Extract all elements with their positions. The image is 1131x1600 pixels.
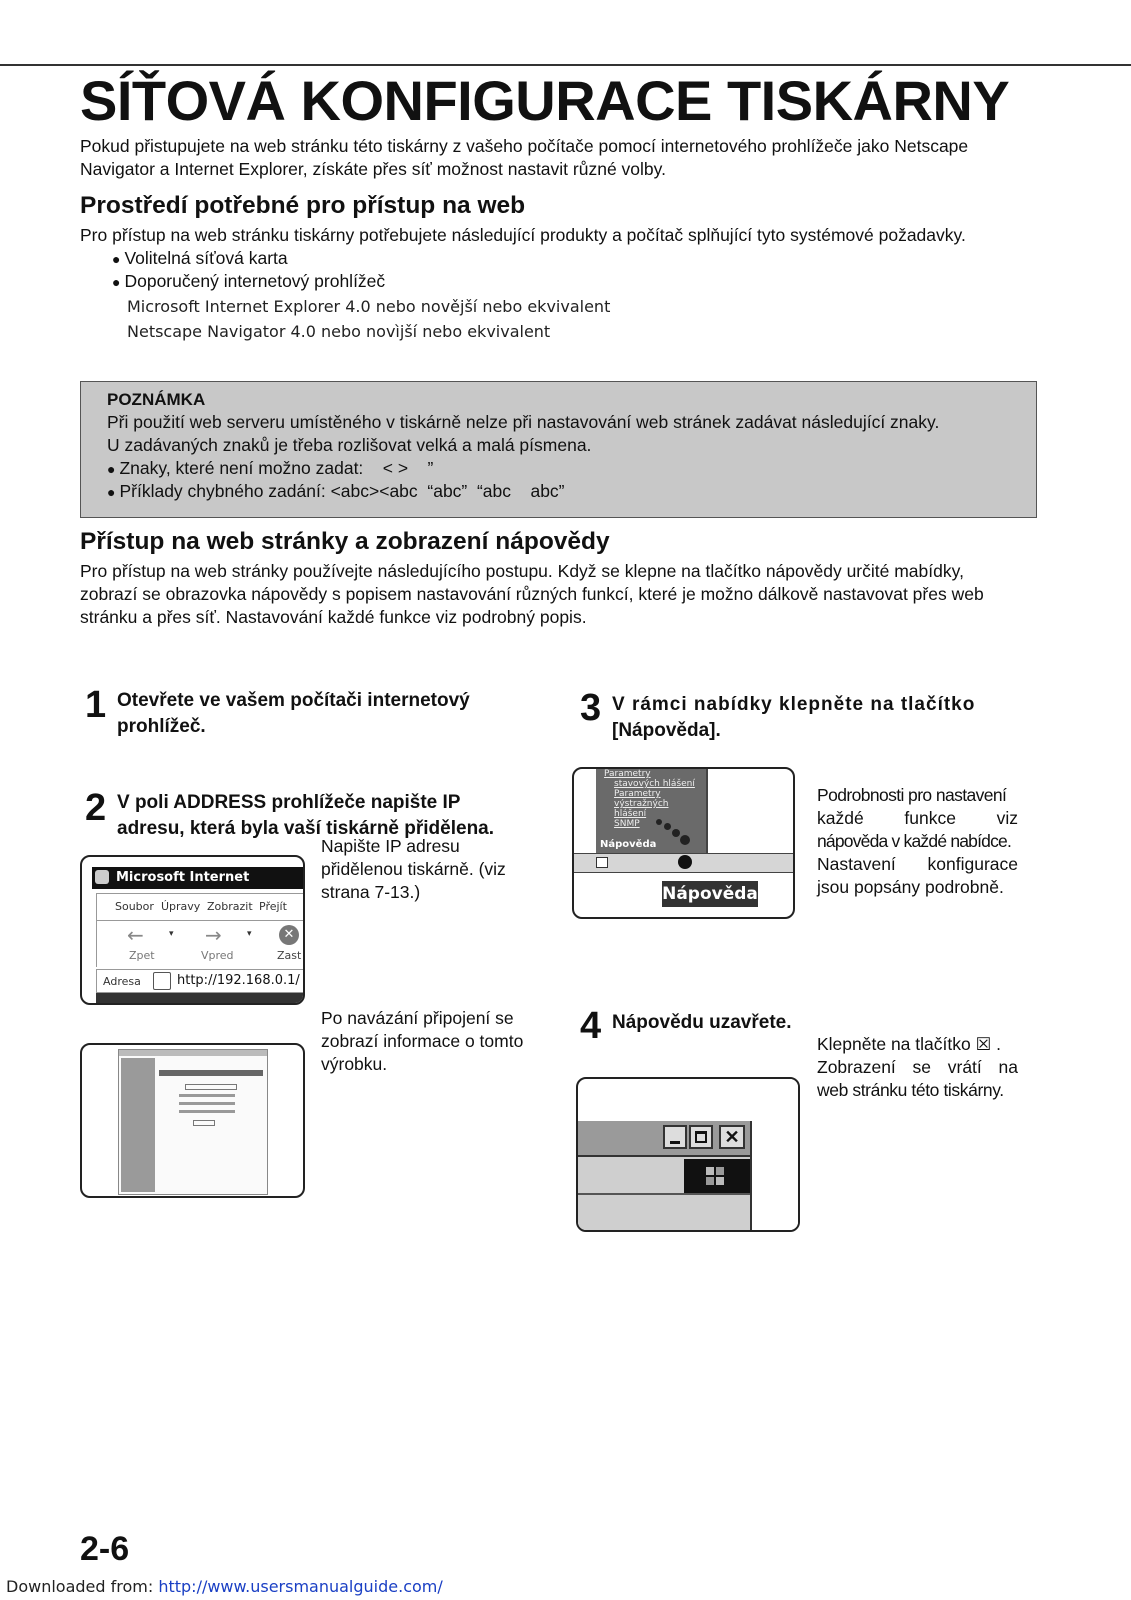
window-body xyxy=(578,1195,752,1232)
thumbnail-line xyxy=(179,1094,235,1097)
thumbnail-sidebar xyxy=(121,1058,155,1192)
help-button[interactable]: Nápověda xyxy=(662,881,758,907)
step-2-side-line-3: strana 7-13.) xyxy=(321,882,421,902)
note-bullet-1: ● Znaky, které není možno zadat: < > ” xyxy=(107,457,433,481)
logo-pane xyxy=(706,1177,714,1185)
bullet-network-card: ● Volitelná síťová karta xyxy=(112,247,288,271)
footer-prefix: Downloaded from: xyxy=(6,1577,159,1596)
footer xyxy=(6,1577,443,1596)
note-box xyxy=(80,381,1037,518)
step-4-number: 4 xyxy=(580,1005,602,1047)
help-menu-item[interactable]: Parametry xyxy=(614,789,661,799)
requirements-text: Pro přístup na web stránku tiskárny potřebujete následující produkty a počítač splňující tyto systémové požadavky. xyxy=(80,225,966,245)
webpage-screenshot xyxy=(80,1043,305,1198)
maximize-icon[interactable] xyxy=(689,1125,713,1149)
step-3-side-line-1: Podrobnosti pro nastavení xyxy=(817,785,1007,805)
step-2-number: 2 xyxy=(85,787,107,829)
thumbnail-line xyxy=(179,1102,235,1105)
bullet-browser: ● Doporučený internetový prohlížeč xyxy=(112,270,385,294)
footer-link[interactable]: http://www.usersmanualguide.com/ xyxy=(158,1577,443,1596)
step-4-line-1: Nápovědu uzavřete. xyxy=(612,1012,792,1033)
forward-arrow-icon[interactable]: → xyxy=(205,923,222,947)
menu-zobrazit[interactable]: Zobrazit xyxy=(207,900,253,913)
logo-pane xyxy=(716,1167,724,1175)
window-edge xyxy=(750,1121,752,1232)
window-controls-screenshot xyxy=(576,1077,800,1232)
step-4-side-line-2: Zobrazení se vrátí na xyxy=(817,1057,1018,1077)
pointer-dot xyxy=(672,829,680,837)
minimize-bar xyxy=(670,1141,680,1144)
thumbnail-line xyxy=(179,1110,235,1113)
page-title: SÍŤOVÁ KONFIGURACE TISKÁRNY xyxy=(80,69,1010,132)
thumbnail-box xyxy=(185,1084,237,1090)
note-line-1: Při použití web serveru umístěného v tiskárně nelze při nastavování web stránek zadávat následující znaky. xyxy=(107,412,940,432)
help-divider xyxy=(706,769,708,853)
step-1-number: 1 xyxy=(85,684,107,726)
step-3-number: 3 xyxy=(580,687,602,729)
access-line-1: Pro přístup na web stránky používejte následujícího postupu. Když se klepne na tlačítko nápovědy určité mabídky, xyxy=(80,561,964,581)
windows-logo-icon xyxy=(684,1159,750,1193)
step-2-line-2: adresu, která byla vaší tiskárně přidělena. xyxy=(117,818,495,839)
step-3-side-line-5: jsou popsány podrobně. xyxy=(817,877,1004,897)
step-2-side-line-2: přidělenou tiskárně. (viz xyxy=(321,859,506,879)
step-1-line-2: prohlížeč. xyxy=(117,716,206,737)
browser-titlebar xyxy=(92,867,305,889)
address-bar xyxy=(96,969,305,993)
page-icon xyxy=(153,972,171,990)
pointer-dot xyxy=(678,855,692,869)
page-number: 2-6 xyxy=(80,1530,130,1568)
browser-menubar xyxy=(96,893,305,921)
browser-content-strip xyxy=(96,993,305,1005)
step-4-side-line-1: Klepněte na tlačítko ☒ . xyxy=(817,1034,1001,1054)
note-bullet-2: ● Příklady chybného zadání: <abc><abc “abc” “abc abc” xyxy=(107,480,565,504)
logo-pane xyxy=(716,1177,724,1185)
pointer-dot xyxy=(664,823,671,830)
step-3-side-line-3: nápověda v každé nabídce. xyxy=(817,831,1012,851)
help-screenshot xyxy=(572,767,795,919)
address-label: Adresa xyxy=(103,975,141,988)
window-side-area xyxy=(752,1079,800,1232)
webpage-thumbnail xyxy=(118,1049,268,1195)
access-line-3: stránku a přes síť. Nastavování každé funkce viz podrobný popis. xyxy=(80,607,587,627)
note-label: POZNÁMKA xyxy=(107,390,206,409)
step-3-side-line-4: Nastavení konfigurace xyxy=(817,854,1018,874)
browser-netscape: Netscape Navigator 4.0 nebo novìjší nebo ekvivalent xyxy=(127,322,551,341)
stop-icon[interactable]: ✕ xyxy=(279,925,299,945)
back-label: Zpet xyxy=(129,949,155,962)
browser-title: Microsoft Internet xyxy=(116,870,250,885)
step-2-line-1: V poli ADDRESS prohlížeče napište IP xyxy=(117,792,461,813)
close-icon[interactable]: ✕ xyxy=(719,1125,745,1149)
help-menu-panel xyxy=(596,769,706,853)
stop-label: Zast xyxy=(277,949,302,962)
help-menu-item[interactable]: SNMP xyxy=(614,819,640,829)
intro-line-2: Navigator a Internet Explorer, získáte přes síť možnost nastavit různé volby. xyxy=(80,159,666,179)
browser-screenshot xyxy=(80,855,305,1005)
help-menu-item[interactable]: stavových hlášení xyxy=(614,779,695,789)
access-line-2: zobrazí se obrazovka nápovědy s popisem nastavování různých funkcí, které je možno dálkově nastavovat přes web xyxy=(80,584,984,604)
menu-prejit[interactable]: Přejít xyxy=(259,900,287,913)
forward-dropdown-icon[interactable]: ▾ xyxy=(247,929,252,939)
help-menu-item[interactable]: hlášení xyxy=(614,809,647,819)
minimize-icon[interactable] xyxy=(663,1125,687,1149)
help-nav-label[interactable]: Nápověda xyxy=(600,839,657,850)
help-menu-item[interactable]: Parametry xyxy=(604,769,651,779)
thumbnail-toolbar xyxy=(119,1050,267,1056)
step-2b-side-line-3: výrobku. xyxy=(321,1054,388,1074)
menu-upravy[interactable]: Úpravy xyxy=(161,900,201,913)
ie-logo-icon xyxy=(95,870,109,884)
step-3-line-2: [Nápověda]. xyxy=(612,720,721,741)
step-1-line-1: Otevřete ve vašem počítači internetový xyxy=(117,690,470,711)
thumbnail-banner xyxy=(159,1070,263,1076)
back-arrow-icon[interactable]: ← xyxy=(127,923,144,947)
section-heading-access: Přístup na web stránky a zobrazení nápovědy xyxy=(80,528,610,555)
step-2b-side-line-1: Po navázání připojení se xyxy=(321,1008,514,1028)
step-3-side-line-2: každé funkce viz xyxy=(817,808,1018,828)
step-2-side-line-1: Napište IP adresu xyxy=(321,836,460,856)
pointer-dot xyxy=(680,835,690,845)
logo-pane xyxy=(706,1167,714,1175)
menu-soubor[interactable]: Soubor xyxy=(115,900,154,913)
header-rule xyxy=(0,64,1131,66)
intro-line-1: Pokud přistupujete na web stránku této tiskárny z vašeho počítače pomocí internetového prohlížeče jako Netscape xyxy=(80,136,969,156)
browser-toolbar xyxy=(96,921,305,967)
pointer-dot xyxy=(656,819,662,825)
step-4-side-line-3: web stránku této tiskárny. xyxy=(817,1080,1004,1100)
section-heading-requirements: Prostředí potřebné pro přístup na web xyxy=(80,192,526,219)
address-value[interactable]: http://192.168.0.1/ xyxy=(177,973,300,988)
browser-ie: Microsoft Internet Explorer 4.0 nebo novější nebo ekvivalent xyxy=(127,297,611,316)
step-2b-side-line-2: zobrazí informace o tomto xyxy=(321,1031,524,1051)
step-3-line-1: V rámci nabídky klepněte na tlačítko xyxy=(612,694,976,715)
forward-label: Vpred xyxy=(201,949,234,962)
status-page-icon xyxy=(596,857,608,868)
help-menu-item[interactable]: výstražných xyxy=(614,799,669,809)
back-dropdown-icon[interactable]: ▾ xyxy=(169,929,174,939)
thumbnail-button xyxy=(193,1120,215,1126)
maximize-box xyxy=(695,1131,707,1143)
note-line-2: U zadávaných znaků je třeba rozlišovat velká a malá písmena. xyxy=(107,435,592,455)
